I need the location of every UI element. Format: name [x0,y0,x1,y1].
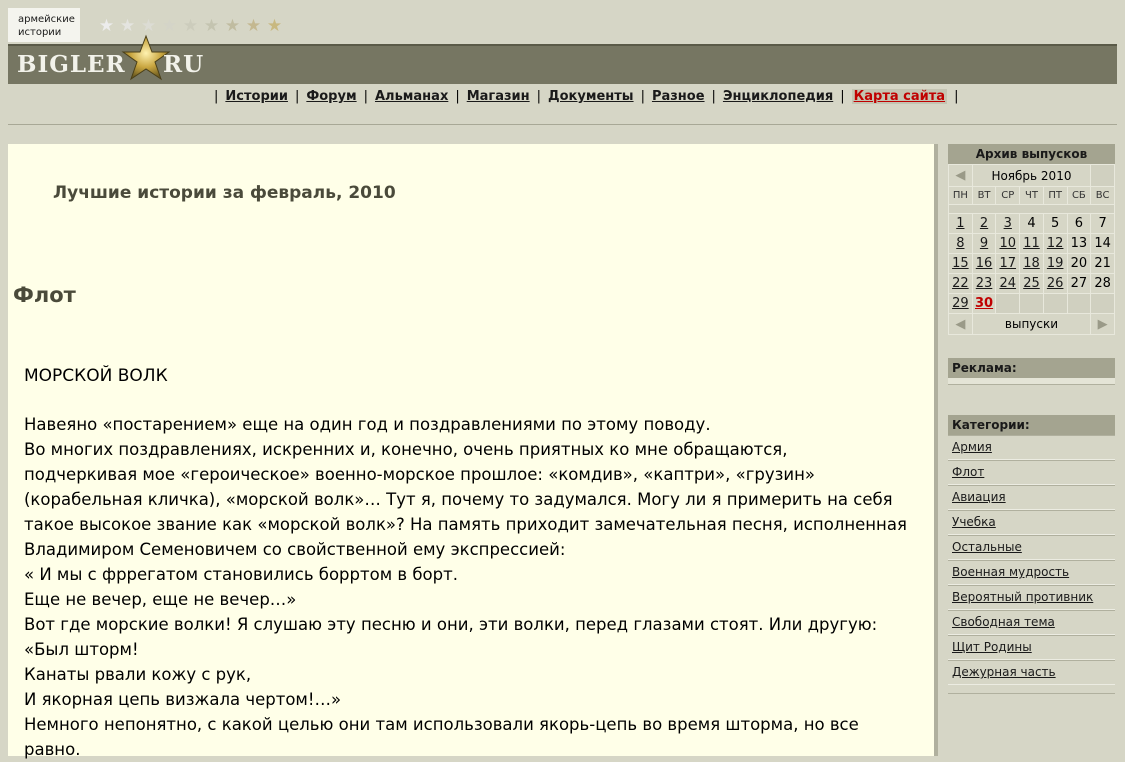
calendar-day: 28 [1091,274,1115,294]
calendar-day [949,214,973,234]
calendar-day: 7 [1091,214,1115,234]
category-item [948,610,1115,635]
calendar-day [949,274,973,294]
weekday-label: ПН [949,187,973,205]
story-line: Во многих поздравлениях, искренних и, конечно, очень приятных ко мне обращаются, [24,440,788,459]
page-title: Лучшие истории за февраль, 2010 [53,183,396,203]
calendar-day-link[interactable]: 25 [1023,276,1040,291]
category-link-wisdom[interactable]: Военная мудрость [952,565,1070,579]
star-icon: ★ [140,16,157,36]
category-item [948,660,1115,685]
star-icon: ★ [266,16,283,36]
calendar-day [1020,274,1044,294]
chevron-left-icon: ◀ [955,316,966,332]
nav-link-sitemap[interactable]: Карта сайта [853,89,946,104]
category-item [948,560,1115,585]
star-icon: ★ [182,16,199,36]
nav-separator: | [455,89,460,104]
calendar-day [996,214,1020,234]
sidebar [948,144,1115,734]
category-link-navy[interactable]: Флот [952,465,985,479]
calendar-day: 13 [1067,234,1091,254]
category-link-army[interactable]: Армия [952,440,992,454]
calendar-day-link[interactable]: 10 [999,236,1017,251]
category-link-duty[interactable]: Дежурная часть [952,665,1056,679]
nav-link-documents[interactable]: Документы [548,89,634,104]
category-item [948,510,1115,535]
calendar-day [1043,234,1067,254]
site-tagline [18,13,75,39]
calendar-day-link[interactable]: 26 [1046,276,1064,291]
calendar-next-issues[interactable] [1091,314,1115,335]
nav-link-almanac[interactable]: Альманах [374,89,449,104]
star-icon: ★ [203,16,220,36]
calendar-day [972,254,996,274]
weekday-label: ВС [1091,187,1115,205]
category-link-free-topic[interactable]: Свободная тема [952,615,1055,629]
calendar-next-month-placeholder [1091,165,1115,187]
calendar-empty-cell [1091,294,1115,314]
story-line: Немного непонятно, с какой целью они там использовали якорь-цепь во время шторма, но все [24,715,859,734]
calendar-week [949,254,1115,274]
calendar-day-link[interactable]: 17 [999,256,1017,271]
calendar-prev-month[interactable] [949,165,973,187]
calendar-day-link-today[interactable]: 30 [975,296,994,311]
story-body [24,412,924,762]
calendar-day [972,274,996,294]
nav-separator: | [363,89,368,104]
calendar-day-link[interactable]: 2 [979,216,989,231]
star-icon: ★ [98,16,115,36]
category-link-training[interactable]: Учебка [952,515,996,529]
weekday-label: ПТ [1043,187,1067,205]
category-link-other[interactable]: Остальные [952,540,1022,554]
story-line: Владимиром Семеновичем со свойственной ему экспрессией: [24,540,566,559]
category-link-shield[interactable]: Щит Родины [952,640,1032,654]
archive-calendar [948,164,1115,335]
calendar-day [1020,254,1044,274]
calendar-week [949,214,1115,234]
calendar-day [996,274,1020,294]
calendar-day: 27 [1067,274,1091,294]
calendar-day-link[interactable]: 9 [979,236,989,251]
story-line: И якорная цепь визжала чертом!…» [24,690,342,709]
top-navigation [8,84,1117,125]
star-icon: ★ [161,16,178,36]
calendar-week [949,234,1115,254]
nav-separator: | [536,89,542,104]
categories-title: Категории: [948,415,1115,435]
nav-link-shop[interactable]: Магазин [466,89,530,104]
category-link-adversary[interactable]: Вероятный противник [952,590,1094,604]
story-line: «Был шторм! [24,640,139,659]
calendar-day [996,234,1020,254]
nav-separator: | [294,89,300,104]
calendar-prev-issues[interactable] [949,314,973,335]
calendar-day [972,294,996,314]
category-item [948,635,1115,660]
calendar-day: 20 [1067,254,1091,274]
calendar-day [972,214,996,234]
calendar-day-link[interactable]: 15 [952,256,969,271]
calendar-day-link[interactable]: 11 [1023,236,1040,251]
ads-block [948,378,1115,385]
calendar-day [996,254,1020,274]
calendar-day [972,234,996,254]
nav-link-encyclopedia[interactable]: Энциклопедия [722,89,834,104]
categories-list [948,435,1115,685]
category-item [948,485,1115,510]
calendar-month-label: Ноябрь 2010 [972,165,1091,187]
story-line: (корабельная кличка), «морской волк»… Тут я, почему то задумался. Могу ли я примерить на себя [24,490,893,509]
logo-text-right[interactable]: RU [163,51,205,78]
star-icon: ★ [245,16,262,36]
calendar-day: 21 [1091,254,1115,274]
calendar-day [1043,274,1067,294]
story-line: равно. [24,740,81,759]
nav-separator: | [954,89,959,104]
nav-separator: | [711,89,716,104]
calendar-day [949,254,973,274]
tagline-line-2: истории [18,27,62,38]
chevron-left-icon: ◀ [955,168,966,183]
nav-links [207,89,965,104]
sidebar-bottom [948,693,1115,734]
calendar-day-link[interactable]: 8 [956,236,965,251]
nav-link-stories[interactable]: Истории [225,89,288,104]
calendar-day-link[interactable]: 24 [999,276,1017,291]
calendar-day-link[interactable]: 12 [1046,236,1064,251]
star-icon: ★ [119,16,136,36]
nav-separator: | [214,89,219,104]
logo-bar [8,44,1117,84]
calendar-day: 4 [1020,214,1044,234]
calendar-day-link[interactable]: 23 [975,276,993,291]
calendar-day [949,234,973,254]
calendar-day-link[interactable]: 22 [952,276,969,291]
nav-separator: | [840,89,845,104]
calendar-days [949,214,1115,314]
star-icon: ★ [224,16,241,36]
calendar-day-link[interactable]: 3 [1003,216,1012,231]
story-line: Канаты рвали кожу с рук, [24,665,252,684]
calendar-empty-cell [1067,294,1091,314]
story-line: Вот где морские волки! Я слушаю эту песню и они, эти волки, перед глазами стоят. Или другую: [24,615,878,634]
tagline-line-1: армейские [18,14,75,25]
content-divider [934,144,938,756]
weekday-label: СР [996,187,1020,205]
story-line: такое высокое звание как «морской волк»? На память приходит замечательная песня, исполненная [24,515,907,534]
nav-link-misc[interactable]: Разное [651,89,705,104]
nav-link-forum[interactable]: Форум [306,89,357,104]
archive-title: Архив выпусков [948,144,1115,164]
calendar-issues-label: выпуски [972,314,1091,335]
calendar-day [1020,234,1044,254]
logo-text-left[interactable]: BIGLER [17,51,126,78]
nav-separator: | [640,89,645,104]
calendar-day: 5 [1043,214,1067,234]
calendar-week [949,294,1115,314]
ads-title: Реклама: [948,358,1115,378]
category-item [948,585,1115,610]
story-line: подчеркивая мое «героическое» военно-морское прошлое: «комдив», «каптри», «грузин» [24,465,816,484]
calendar-day [949,294,973,314]
weekday-label: СБ [1067,187,1091,205]
category-item [948,460,1115,485]
main-content [8,144,934,759]
calendar-empty-cell [1043,294,1067,314]
calendar-day-link[interactable]: 29 [952,296,969,311]
weekday-label: ВТ [972,187,996,205]
story-title: МОРСКОЙ ВОЛК [24,366,168,386]
section-heading: Флот [13,283,76,307]
calendar-spacer [949,205,1115,214]
calendar-day: 14 [1091,234,1115,254]
chevron-right-icon: ▶ [1097,316,1108,332]
rank-stars [96,16,285,36]
story-line: « И мы с фррегатом становились борртом в борт. [24,565,458,584]
calendar-empty-cell [1020,294,1044,314]
category-link-aviation[interactable]: Авиация [952,490,1006,504]
weekday-label: ЧТ [1020,187,1044,205]
calendar-day-link[interactable]: 19 [1046,256,1064,271]
calendar-week [949,274,1115,294]
category-item [948,435,1115,460]
calendar-day-link[interactable]: 18 [1023,256,1040,271]
story-line: Навеяно «постарением» еще на один год и поздравлениями по этому поводу. [24,415,711,434]
calendar-empty-cell [996,294,1020,314]
calendar-day-link[interactable]: 1 [956,216,965,231]
story-line: Еще не вечер, еще не вечер…» [24,590,297,609]
calendar-day: 6 [1067,214,1091,234]
calendar-day [1043,254,1067,274]
calendar-day-link[interactable]: 16 [975,256,993,271]
category-item [948,535,1115,560]
